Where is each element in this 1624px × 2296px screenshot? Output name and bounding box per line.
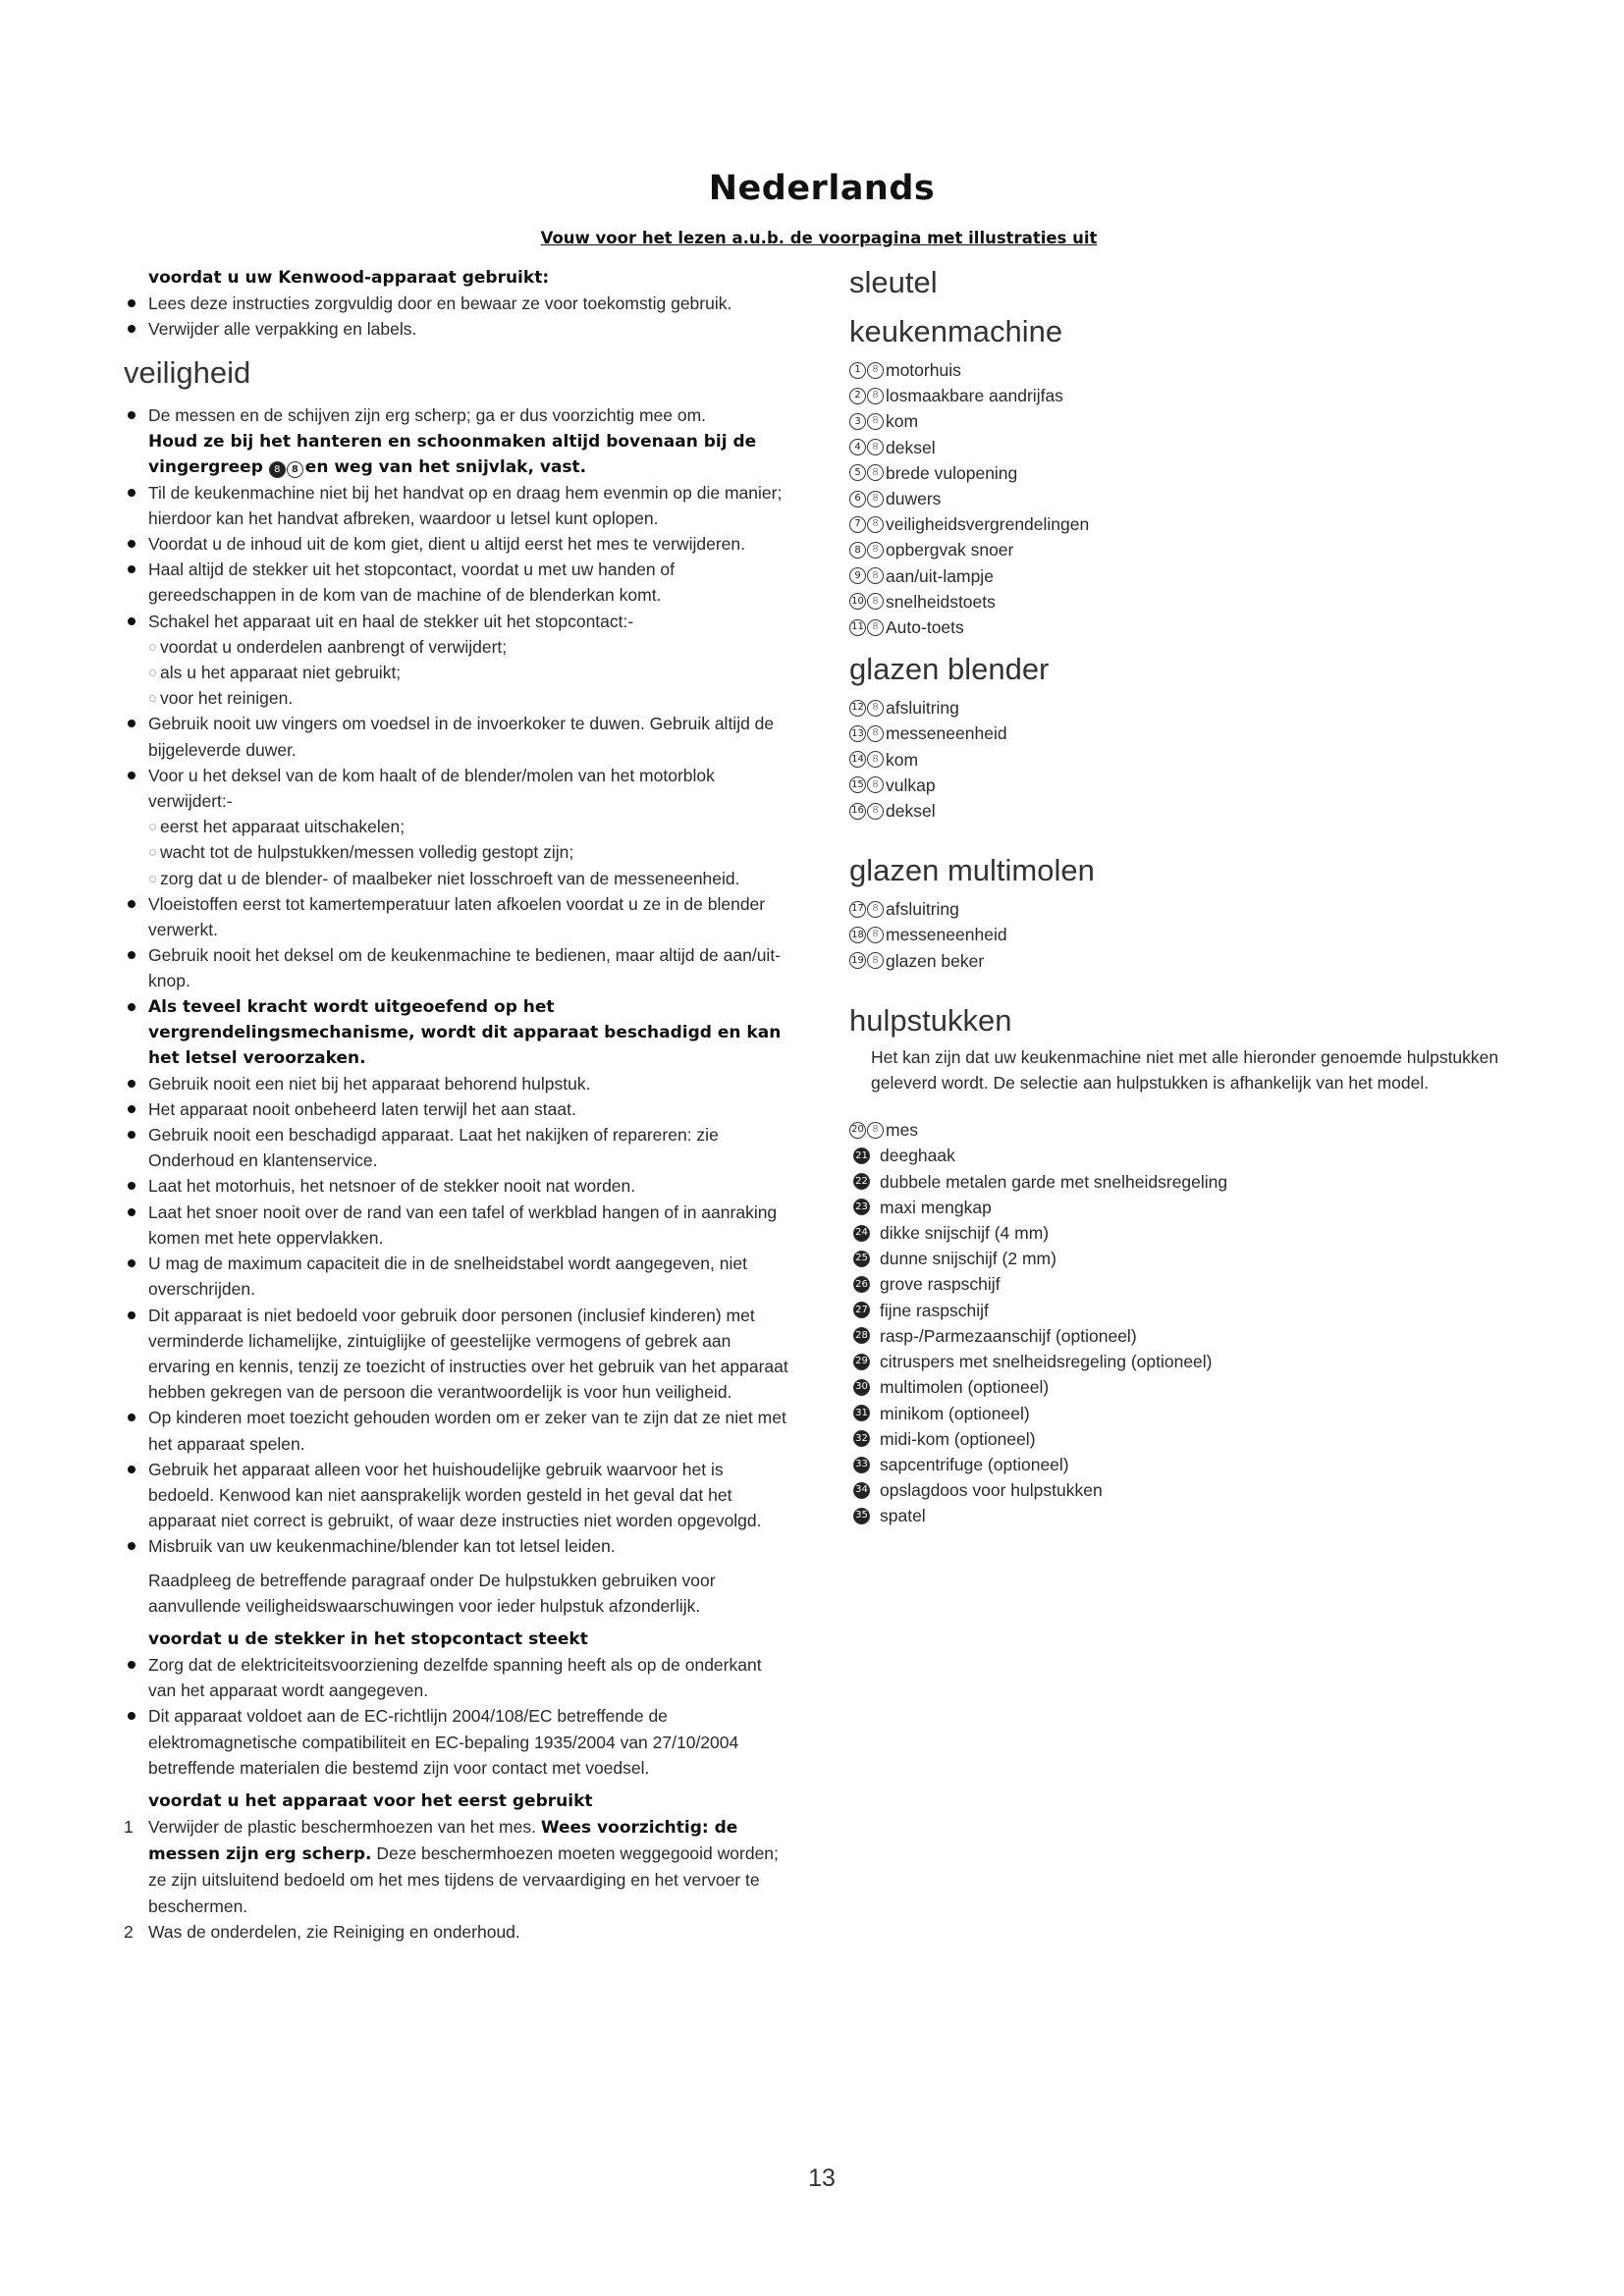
part-number-icon: 14 — [849, 751, 866, 768]
part-label: brede vulopening — [886, 462, 1018, 483]
sub-item: eerst het apparaat uitschakelen; — [148, 814, 791, 839]
part-number-icon: 31 — [853, 1405, 870, 1421]
glass-mill-heading: glazen multimolen — [849, 853, 1095, 888]
part-label: kom — [886, 411, 919, 432]
list-item — [849, 614, 1527, 640]
step-text: Verwijder de plastic beschermhoezen van het mes. — [148, 1816, 536, 1837]
ref-marker-icon: 8 — [867, 491, 884, 507]
warning-text-end: en weg van het snijvlak, vast. — [304, 456, 587, 477]
attachments-heading: hulpstukken — [849, 1002, 1012, 1038]
list-item — [849, 486, 1527, 511]
part-label: aan/uit-lampje — [886, 565, 994, 586]
list-item — [849, 435, 1527, 460]
list-item — [849, 1374, 1527, 1400]
list-item — [849, 1426, 1527, 1452]
part-label: citruspers met snelheidsregeling (optioneel) — [880, 1352, 1213, 1372]
step-warning: Wees voorzichtig: de messen zijn erg scherp. — [148, 1817, 738, 1865]
part-label: veiligheidsvergrendelingen — [886, 514, 1090, 535]
part-number-icon: 34 — [853, 1482, 870, 1499]
part-number-icon: 15 — [849, 776, 866, 793]
step-number: 1 — [124, 1816, 134, 1837]
part-label: minikom (optioneel) — [880, 1403, 1030, 1423]
part-number-icon: 23 — [853, 1199, 870, 1215]
part-number-icon: 32 — [853, 1430, 870, 1447]
list-item — [849, 408, 1527, 434]
part-label: losmaakbare aandrijfas — [886, 386, 1063, 406]
part-number-icon: 20 — [849, 1122, 866, 1139]
finger-grip-ref-icon: 8 — [269, 461, 286, 478]
attachments-list — [849, 1117, 1527, 1143]
list-item — [849, 537, 1527, 562]
list-item — [849, 1271, 1527, 1297]
list-item — [849, 747, 1527, 773]
list-item — [849, 1195, 1527, 1220]
list-item: Op kinderen moet toezicht gehouden worden om er zeker van te zijn dat ze niet met het apparaat spelen. — [124, 1405, 791, 1456]
part-number-icon: 27 — [853, 1302, 870, 1318]
list-item-warning: Als teveel kracht wordt uitgeoefend op het vergrendelingsmechanisme, wordt dit apparaat beschadigd en kan het letsel veroorzaken. — [124, 994, 791, 1071]
part-label: rasp-/Parmezaanschijf (optioneel) — [880, 1325, 1137, 1346]
ref-marker-icon: 8 — [867, 439, 884, 455]
list-item — [849, 773, 1527, 798]
first-use-steps — [124, 1814, 791, 1945]
part-label: Auto-toets — [886, 617, 964, 638]
before-use-list — [124, 291, 791, 342]
part-label: messeneenheid — [886, 925, 1007, 945]
list-item — [124, 763, 791, 891]
list-item: Til de keukenmachine niet bij het handvat op en draag hem evenmin op die manier; hierdoor kan het handvat afbreken, waardoor u letsel kunt oplopen. — [124, 480, 791, 531]
list-item — [849, 922, 1527, 947]
part-label: deksel — [886, 801, 936, 822]
step-item — [124, 1919, 791, 1945]
page-number: 13 — [808, 2164, 836, 2192]
part-number-icon: 10 — [849, 593, 866, 610]
left-column — [124, 265, 791, 1945]
part-number-icon: 3 — [849, 413, 866, 430]
list-item — [849, 1298, 1527, 1323]
part-label: deeghaak — [880, 1146, 955, 1166]
key-heading: sleutel — [849, 265, 938, 299]
part-label: deksel — [886, 437, 936, 457]
page-subtitle: Vouw voor het lezen a.u.b. de voorpagina met illustraties uit — [540, 229, 1098, 247]
safety-heading: veiligheid — [124, 355, 251, 391]
part-label: glazen beker — [886, 950, 985, 971]
list-item: Vloeistoffen eerst tot kamertemperatuur laten afkoelen voordat u ze in de blender verwerkt. — [124, 891, 791, 942]
list-item — [849, 1477, 1527, 1503]
part-number-icon: 1 — [849, 362, 866, 379]
part-number-icon: 26 — [853, 1276, 870, 1293]
list-item: Gebruik nooit het deksel om de keukenmachine te bedienen, maar altijd de aan/uit-knop. — [124, 942, 791, 993]
part-number-icon: 25 — [853, 1251, 870, 1267]
list-item: Gebruik nooit een beschadigd apparaat. Laat het nakijken of repareren: zie Onderhoud en klantenservice. — [124, 1122, 791, 1173]
ref-marker-icon: 8 — [867, 388, 884, 404]
part-label: snelheidstoets — [886, 591, 996, 612]
list-item — [124, 609, 791, 712]
list-item — [849, 563, 1527, 589]
list-item — [849, 1246, 1527, 1271]
step-number: 2 — [124, 1921, 134, 1942]
part-label: kom — [886, 749, 919, 770]
ref-marker-icon: 8 — [867, 619, 884, 636]
right-column — [849, 265, 1527, 1529]
part-label: opslagdoos voor hulpstukken — [880, 1480, 1103, 1501]
safety-item-text: Voor u het deksel van de kom haalt of de blender/molen van het motorblok verwijdert:- — [148, 765, 715, 812]
part-label: multimolen (optioneel) — [880, 1377, 1050, 1398]
part-label: afsluitring — [886, 698, 959, 719]
part-label: dikke snijschijf (4 mm) — [880, 1223, 1050, 1244]
ref-marker-icon: 8 — [867, 776, 884, 793]
part-label: midi-kom (optioneel) — [880, 1428, 1036, 1449]
list-item — [849, 896, 1527, 922]
part-label: duwers — [886, 489, 942, 509]
part-number-icon: 19 — [849, 952, 866, 969]
list-item: Dit apparaat is niet bedoeld voor gebruik door personen (inclusief kinderen) met verminderde lichamelijke, zintuiglijke of geestelijke vermogens of gebrek aan ervaring en kennis, tenzij ze toezicht of instructies over het gebruik van het apparaat hebben gekregen van de persoon die verantwoordelijk is voor hun veiligheid. — [124, 1303, 791, 1406]
part-number-icon: 8 — [849, 542, 866, 559]
part-number-icon: 4 — [849, 439, 866, 455]
ref-marker-icon: 8 — [867, 362, 884, 379]
list-item — [849, 1220, 1527, 1246]
safety-note: Raadpleeg de betreffende paragraaf onder De hulpstukken gebruiken voor aanvullende veiligheidswaarschuwingen voor ieder hulpstuk afzonderlijk. — [148, 1570, 716, 1616]
list-item: U mag de maximum capaciteit die in de snelheidstabel wordt aangegeven, niet overschrijden. — [124, 1251, 791, 1302]
list-item — [849, 721, 1527, 746]
list-item — [849, 511, 1527, 537]
part-number-icon: 29 — [853, 1354, 870, 1370]
ref-marker-icon: 8 — [867, 593, 884, 610]
list-item: Het apparaat nooit onbeheerd laten terwijl het aan staat. — [124, 1096, 791, 1122]
plug-heading: voordat u de stekker in het stopcontact steekt — [148, 1629, 588, 1649]
ref-marker-icon: 8 — [867, 803, 884, 820]
list-item: Laat het snoer nooit over de rand van een tafel of werkblad hangen of in aanraking komen met hete oppervlakken. — [124, 1200, 791, 1251]
part-label: dubbele metalen garde met snelheidsregeling — [880, 1171, 1228, 1192]
part-number-icon: 30 — [853, 1379, 870, 1396]
sub-item: als u het apparaat niet gebruikt; — [148, 660, 791, 685]
list-item: Zorg dat de elektriciteitsvoorziening dezelfde spanning heeft als op de onderkant van het apparaat wordt aangegeven. — [124, 1652, 791, 1703]
part-number-icon: 9 — [849, 567, 866, 584]
part-label: afsluitring — [886, 899, 959, 920]
list-item — [849, 695, 1527, 721]
part-label: fijne raspschijf — [880, 1300, 989, 1320]
ref-marker-icon: 8 — [867, 700, 884, 717]
list-item — [849, 357, 1527, 383]
ref-marker-icon: 8 — [867, 542, 884, 559]
step-item — [124, 1814, 791, 1919]
glass-mill-parts — [849, 896, 1527, 974]
part-number-icon: 6 — [849, 491, 866, 507]
step-text: Was de onderdelen, zie Reiniging en onderhoud. — [148, 1921, 520, 1942]
list-item: Voordat u de inhoud uit de kom giet, dient u altijd eerst het mes te verwijderen. — [124, 531, 791, 557]
sub-item: voordat u onderdelen aanbrengt of verwijdert; — [148, 634, 791, 660]
warning-text: Houd ze bij het hanteren en schoonmaken altijd bovenaan bij de vingergreep — [148, 431, 757, 477]
part-number-icon: 28 — [853, 1327, 870, 1344]
ref-marker-icon: 8 — [867, 464, 884, 481]
part-number-icon: 24 — [853, 1225, 870, 1242]
list-item — [849, 1503, 1527, 1528]
part-label: spatel — [880, 1506, 926, 1526]
part-number-icon: 7 — [849, 516, 866, 533]
part-number-icon: 16 — [849, 803, 866, 820]
safety-list — [124, 402, 791, 1559]
part-number-icon: 5 — [849, 464, 866, 481]
list-item: Dit apparaat voldoet aan de EC-richtlijn 2004/108/EC betreffende de elektromagnetische compatibiliteit en EC-bepaling 1935/2004 van 27/10/2004 betreffende materialen die bestemd zijn voor contact met voedsel. — [124, 1703, 791, 1781]
part-label: dunne snijschijf (2 mm) — [880, 1249, 1056, 1269]
part-number-icon: 2 — [849, 388, 866, 404]
ref-marker-icon: 8 — [867, 952, 884, 969]
part-number-icon: 22 — [853, 1173, 870, 1190]
list-item — [849, 1143, 1527, 1168]
list-item — [849, 1349, 1527, 1374]
attachments-list-rest — [849, 1143, 1527, 1528]
part-number-icon: 33 — [853, 1457, 870, 1473]
safety-item-text: Schakel het apparaat uit en haal de stekker uit het stopcontact:- — [148, 611, 634, 631]
plug-list — [124, 1652, 791, 1781]
ref-marker-icon: 8 — [867, 927, 884, 943]
list-item: Haal altijd de stekker uit het stopcontact, voordat u met uw handen of gereedschappen in de kom van de machine of de blenderkan komt. — [124, 557, 791, 608]
list-item: Gebruik nooit uw vingers om voedsel in de invoerkoker te duwen. Gebruik altijd de bijgeleverde duwer. — [124, 711, 791, 762]
list-item — [849, 1452, 1527, 1477]
list-item: Gebruik nooit een niet bij het apparaat behorend hulpstuk. — [124, 1071, 791, 1096]
before-use-heading: voordat u uw Kenwood-apparaat gebruikt: — [148, 268, 550, 288]
sub-item: wacht tot de hulpstukken/messen volledig gestopt zijn; — [148, 839, 791, 865]
list-item — [849, 460, 1527, 486]
list-item: Misbruik van uw keukenmachine/blender kan tot letsel leiden. — [124, 1533, 791, 1559]
list-item — [849, 1117, 1527, 1143]
list-item — [849, 948, 1527, 974]
part-number-icon: 11 — [849, 619, 866, 636]
ref-marker-icon: 8 — [867, 751, 884, 768]
list-item — [849, 383, 1527, 408]
list-item — [849, 798, 1527, 824]
part-label: motorhuis — [886, 360, 961, 380]
ref-marker-icon: 8 — [867, 567, 884, 584]
list-item — [849, 1169, 1527, 1195]
list-item: Verwijder alle verpakking en labels. — [124, 316, 791, 342]
step-text-continued: Deze beschermhoezen moeten weggegooid worden; ze zijn uitsluitend bedoeld om het mes tijdens de vervaardiging en het vervoer te beschermen. — [148, 1843, 779, 1916]
part-label: grove raspschijf — [880, 1274, 1001, 1295]
part-number-icon: 13 — [849, 725, 866, 742]
ref-marker-icon: 8 — [867, 413, 884, 430]
first-use-heading: voordat u het apparaat voor het eerst gebruikt — [148, 1790, 593, 1811]
list-item — [124, 402, 791, 479]
part-number-icon: 18 — [849, 927, 866, 943]
safety-item-text: De messen en de schijven zijn erg scherp; ga er dus voorzichtig mee om. — [148, 405, 707, 426]
part-number-icon: 21 — [853, 1148, 870, 1164]
safety-item-warning — [148, 429, 791, 480]
ref-marker-icon: 8 — [867, 516, 884, 533]
sub-item: voor het reinigen. — [148, 685, 791, 711]
part-number-icon: 12 — [849, 700, 866, 717]
part-number-icon: 17 — [849, 901, 866, 918]
sub-item: zorg dat u de blender- of maalbeker niet losschroeft van de messeneenheid. — [148, 866, 791, 891]
glass-blender-heading: glazen blender — [849, 652, 1050, 687]
part-number-icon: 35 — [853, 1508, 870, 1524]
ref-marker-icon: 8 — [867, 901, 884, 918]
part-label: maxi mengkap — [880, 1197, 992, 1217]
glass-blender-parts — [849, 695, 1527, 824]
part-label: mes — [886, 1120, 919, 1141]
list-item — [849, 589, 1527, 614]
part-label: opbergvak snoer — [886, 540, 1014, 561]
list-item — [849, 1323, 1527, 1349]
list-item: Lees deze instructies zorgvuldig door en bewaar ze voor toekomstig gebruik. — [124, 291, 791, 316]
ref-marker-icon: 8 — [287, 461, 303, 478]
attachments-intro: Het kan zijn dat uw keukenmachine niet met alle hieronder genoemde hulpstukken geleverd wordt. De selectie aan hulpstukken is afhankelijk van het model. — [871, 1046, 1499, 1094]
ref-marker-icon: 8 — [867, 1122, 884, 1139]
list-item — [849, 1401, 1527, 1426]
ref-marker-icon: 8 — [867, 725, 884, 742]
page-title: Nederlands — [708, 169, 936, 208]
part-label: sapcentrifuge (optioneel) — [880, 1454, 1069, 1474]
part-label: vulkap — [886, 774, 936, 795]
list-item: Laat het motorhuis, het netsnoer of de stekker nooit nat worden. — [124, 1173, 791, 1199]
list-item: Gebruik het apparaat alleen voor het huishoudelijke gebruik waarvoor het is bedoeld. Kenwood kan niet aansprakelijk worden gesteld in het geval dat het apparaat niet correct is gebruikt, of waar deze instructies niet worden opgevolgd. — [124, 1457, 791, 1534]
food-processor-heading: keukenmachine — [849, 314, 1063, 348]
part-label: messeneenheid — [886, 723, 1007, 744]
food-processor-parts — [849, 357, 1527, 640]
